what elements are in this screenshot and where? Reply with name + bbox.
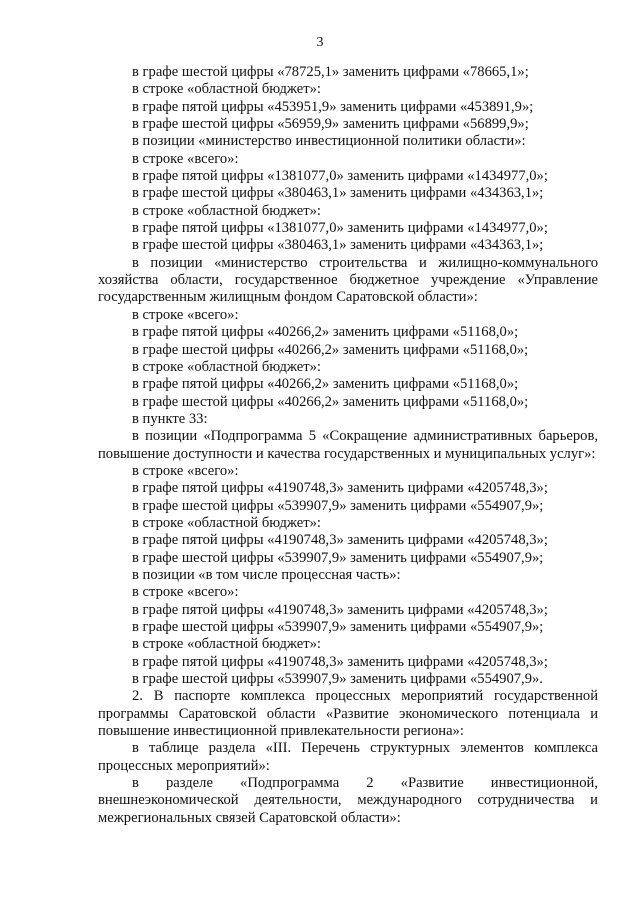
text-line: в строке «областной бюджет»:	[132, 636, 321, 653]
text-line: в графе шестой цифры «78725,1» заменить цифрами «78665,1»;	[132, 64, 529, 80]
paragraph: в позиции «министерство строительства и жилищно-коммунального хозяйства области, государственное бюджетное учреждение «Управление государственным жилищным фондом Саратовской области»:	[98, 254, 598, 306]
document-body	[98, 64, 598, 827]
text-line: в графе пятой цифры «4190748,3» заменить цифрами «4205748,3»;	[132, 532, 548, 549]
text-line: в строке «областной бюджет»:	[132, 81, 321, 98]
text-line: в графе пятой цифры «40266,2» заменить цифрами «51168,0»;	[132, 376, 519, 393]
text-line: в графе шестой цифры «539907,9» заменить цифрами «554907,9»;	[132, 549, 544, 566]
text-line: в графе пятой цифры «4190748,3» заменить цифрами «4205748,3»;	[132, 480, 548, 497]
text-line: в позиции «министерство инвестиционной политики области»:	[132, 133, 526, 150]
text-line: в графе шестой цифры «40266,2» заменить цифрами «51168,0»;	[132, 341, 529, 358]
text-line: в строке «областной бюджет»:	[132, 358, 321, 375]
paragraph: в разделе «Подпрограмма 2 «Развитие инвестиционной, внешнеэкономической деятельности, международного сотрудничества и межрегиональных связей Саратовской области»:	[98, 775, 598, 826]
text-line: в строке «всего»:	[132, 306, 239, 323]
text-line: в графе пятой цифры «1381077,0» заменить цифрами «1434977,0»;	[132, 220, 548, 237]
text-line: в графе шестой цифры «539907,9» заменить цифрами «554907,9»;	[132, 619, 544, 635]
page-number: 3	[316, 35, 324, 50]
text-line: в графе шестой цифры «539907,9» заменить цифрами «554907,9»;	[132, 497, 544, 514]
text-line: в графе пятой цифры «1381077,0» заменить цифрами «1434977,0»;	[132, 168, 548, 185]
text-line: в строке «всего»:	[132, 462, 239, 479]
text-line: в позиции «в том числе процессная часть»:	[132, 566, 401, 583]
text-line: в графе шестой цифры «380463,1» заменить цифрами «434363,1»;	[132, 185, 544, 202]
text-line: в строке «областной бюджет»:	[132, 514, 321, 531]
text-line: в графе пятой цифры «453951,9» заменить цифрами «453891,9»;	[132, 98, 534, 115]
text-line: в строке «всего»:	[132, 584, 239, 601]
paragraph: 2. В паспорте комплекса процессных мероприятий государственной программы Саратовской области «Развитие экономического потенциала и повышение инвестиционной привлекательности региона»:	[98, 688, 598, 740]
text-line: в строке «всего»:	[132, 150, 239, 167]
paragraph: в таблице раздела «III. Перечень структурных элементов комплекса процессных мероприятий»:	[98, 740, 598, 774]
text-line: в строке «областной бюджет»:	[132, 202, 321, 219]
text-line: в графе шестой цифры «380463,1» заменить цифрами «434363,1»;	[132, 237, 544, 254]
text-line: в графе пятой цифры «4190748,3» заменить цифрами «4205748,3»;	[132, 653, 548, 670]
text-line: в графе пятой цифры «4190748,3» заменить цифрами «4205748,3»;	[132, 601, 548, 618]
paragraph: в позиции «Подпрограмма 5 «Сокращение административных барьеров, повышение доступности и качества государственных и муниципальных услуг»:	[98, 428, 598, 462]
text-line: в графе шестой цифры «539907,9» заменить цифрами «554907,9».	[132, 671, 543, 688]
text-line: в графе пятой цифры «40266,2» заменить цифрами «51168,0»;	[132, 324, 519, 341]
text-line: в графе шестой цифры «56959,9» заменить цифрами «56899,9»;	[132, 116, 529, 133]
text-line: в графе шестой цифры «40266,2» заменить цифрами «51168,0»;	[132, 393, 529, 410]
text-line: в пункте 33:	[132, 410, 208, 427]
